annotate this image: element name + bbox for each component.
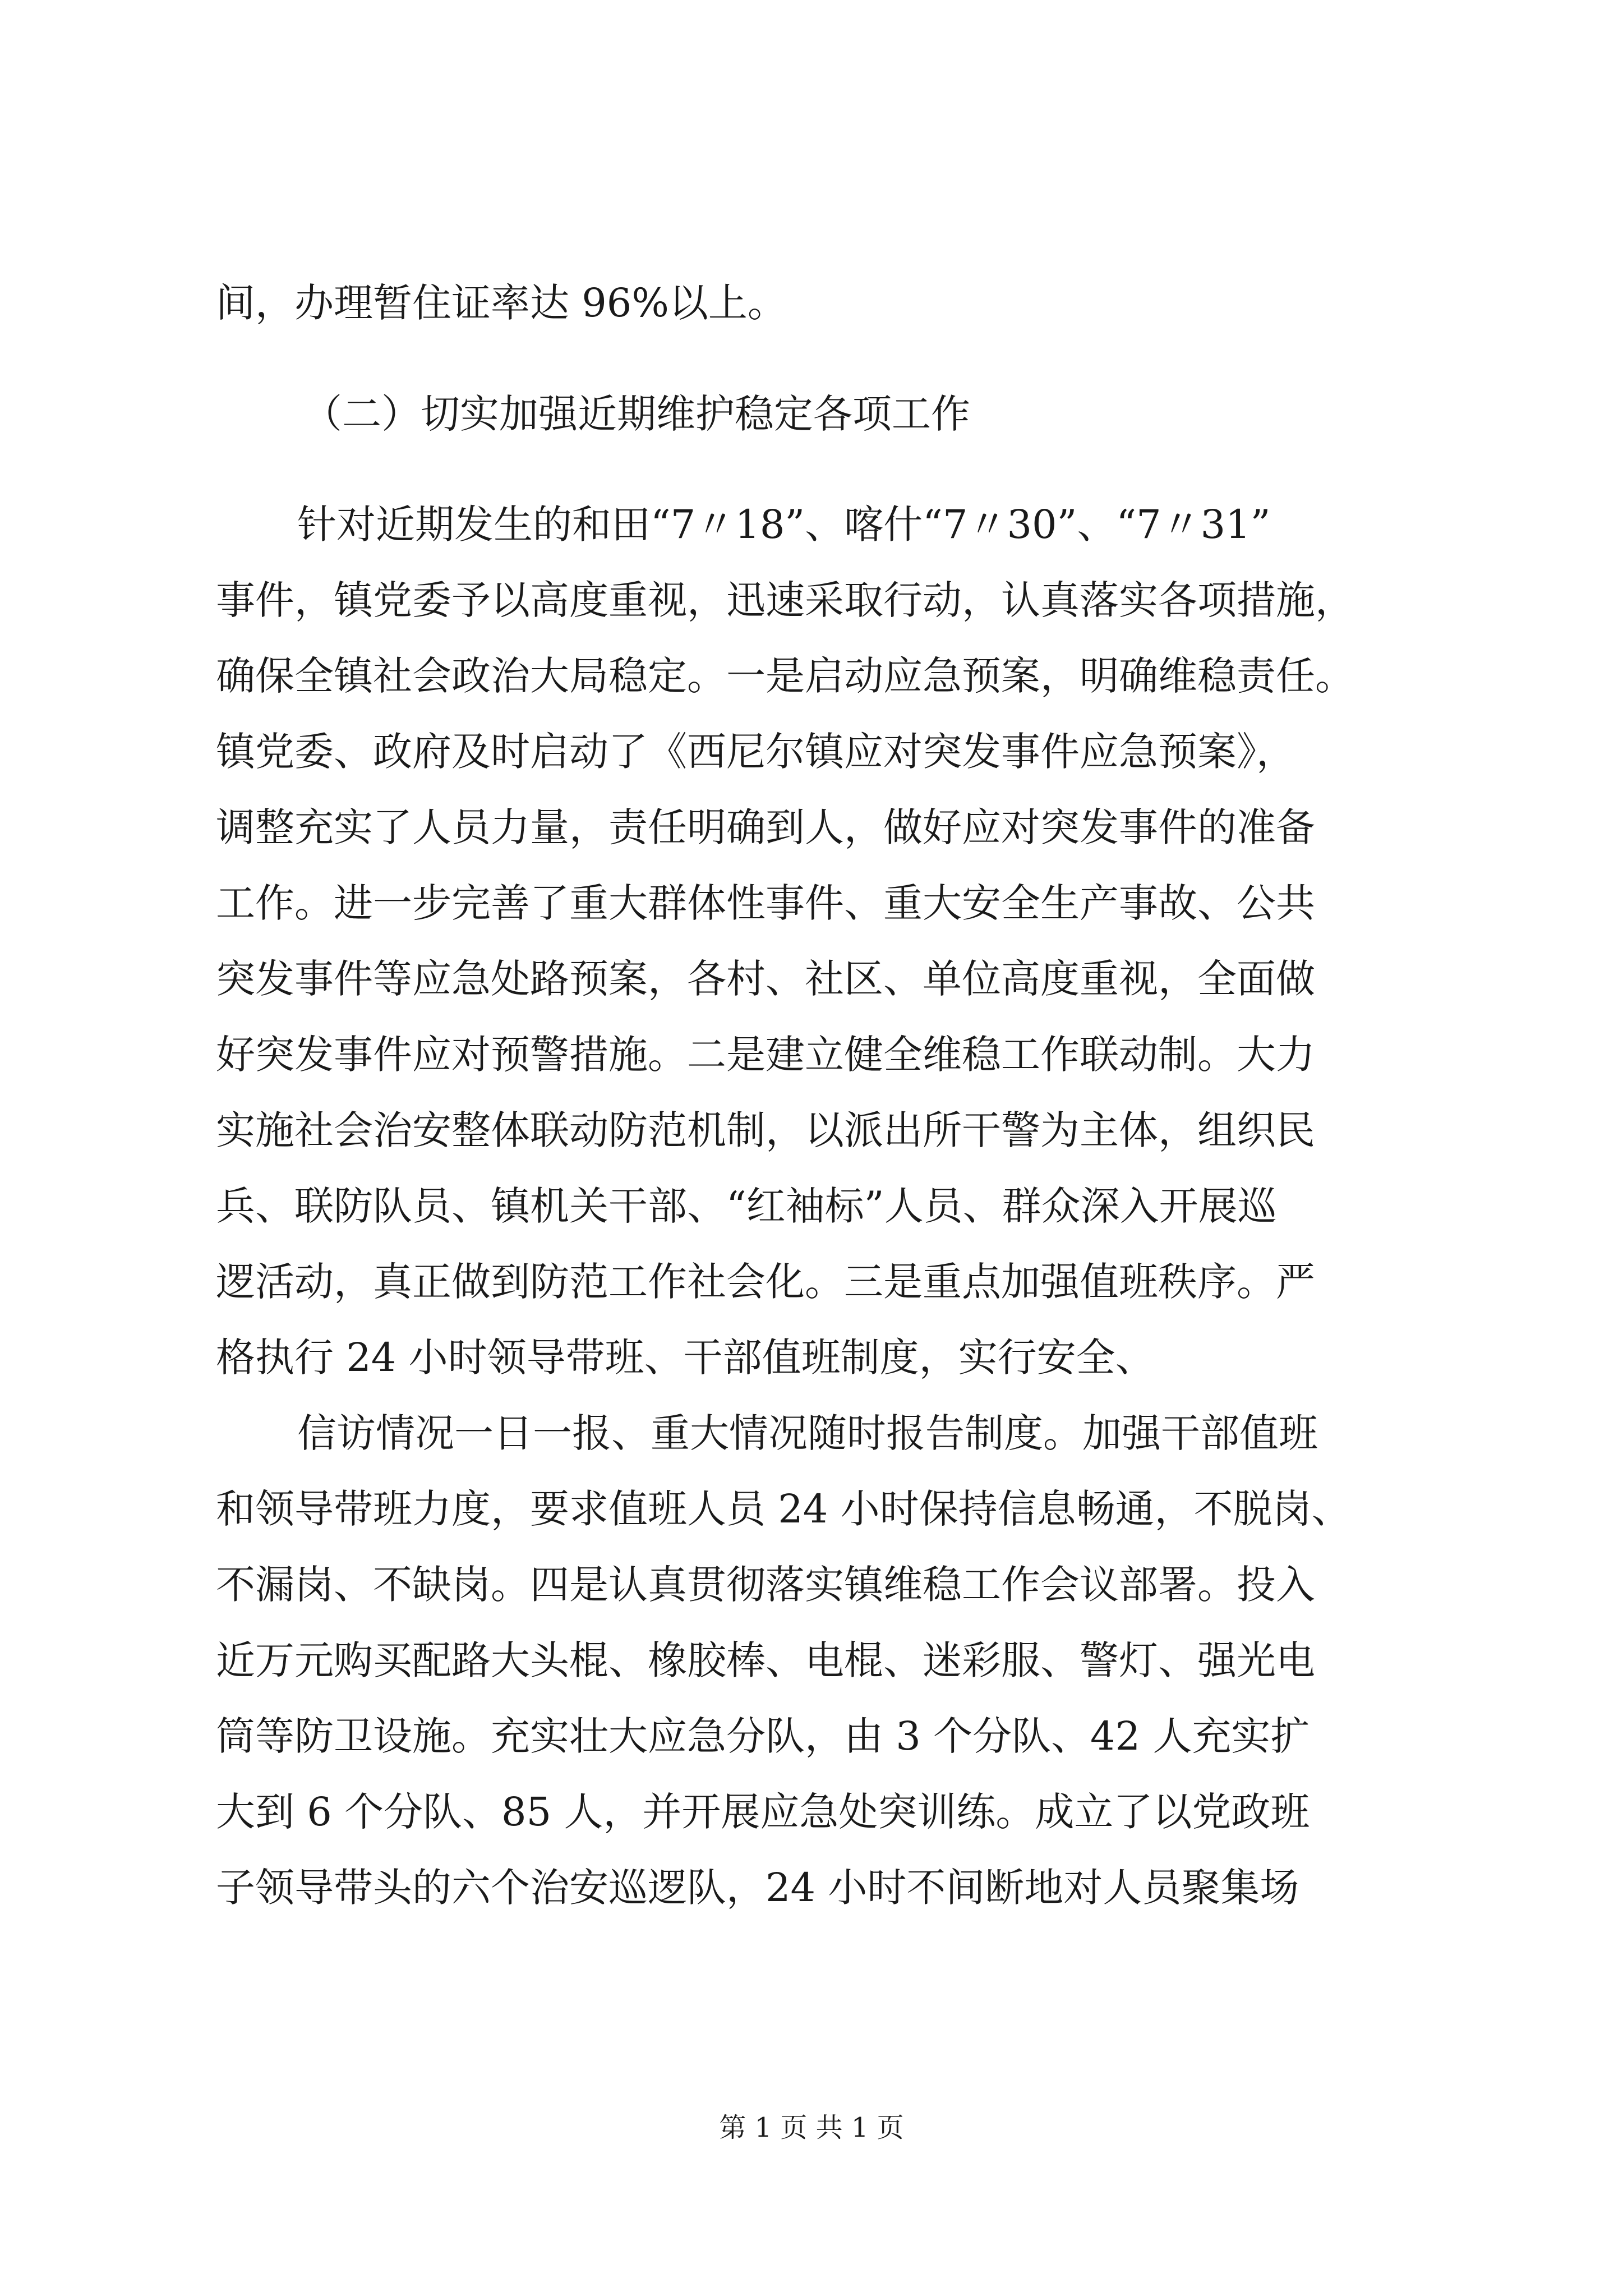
text-line: 信访情况一日一报、重大情况随时报告制度。加强干部值班 — [297, 1410, 1318, 1456]
text-line: 逻活动，真正做到防范工作社会化。三是重点加强值班秩序。严 — [216, 1259, 1315, 1305]
text-line: 子领导带头的六个治安巡逻队，24 小时不间断地对人员聚集场 — [216, 1865, 1299, 1911]
text-line: 调整充实了人员力量，责任明确到人，做好应对突发事件的准备 — [216, 804, 1315, 850]
text-line: 间，办理暂住证率达 96%以上。 — [216, 280, 787, 326]
text-line: 事件，镇党委予以高度重视，迅速采取行动，认真落实各项措施， — [216, 577, 1354, 623]
text-line: 和领导带班力度，要求值班人员 24 小时保持信息畅通，不脱岗、 — [216, 1486, 1351, 1532]
text-line: 针对近期发生的和田“7〃18”、喀什“7〃30”、“7〃31” — [297, 501, 1271, 547]
text-line: 镇党委、政府及时启动了《西尼尔镇应对突发事件应急预案》， — [216, 729, 1295, 775]
text-line: 大到 6 个分队、85 人，并开展应急处突训练。成立了以党政班 — [216, 1789, 1310, 1835]
text-line: 格执行 24 小时领导带班、干部值班制度，实行安全、 — [216, 1335, 1155, 1381]
section-heading: （二）切实加强近期维护稳定各项工作 — [303, 391, 970, 437]
text-line: 确保全镇社会政治大局稳定。一是启动应急预案，明确维稳责任。 — [216, 653, 1354, 699]
page-number-footer: 第 1 页 共 1 页 — [719, 2112, 904, 2143]
text-line: 不漏岗、不缺岗。四是认真贯彻落实镇维稳工作会议部署。投入 — [216, 1562, 1315, 1608]
text-line: 好突发事件应对预警措施。二是建立健全维稳工作联动制。大力 — [216, 1032, 1315, 1078]
text-line: 筒等防卫设施。充实壮大应急分队，由 3 个分队、42 人充实扩 — [216, 1713, 1310, 1759]
text-line: 兵、联防队员、镇机关干部、“红袖标”人员、群众深入开展巡 — [216, 1183, 1277, 1229]
text-line: 实施社会治安整体联动防范机制，以派出所干警为主体，组织民 — [216, 1107, 1315, 1153]
text-line: 突发事件等应急处路预案，各村、社区、单位高度重视，全面做 — [216, 956, 1315, 1002]
text-line: 近万元购买配路大头棍、橡胶棒、电棍、迷彩服、警灯、强光电 — [216, 1637, 1315, 1683]
text-line: 工作。进一步完善了重大群体性事件、重大安全生产事故、公共 — [216, 880, 1315, 926]
